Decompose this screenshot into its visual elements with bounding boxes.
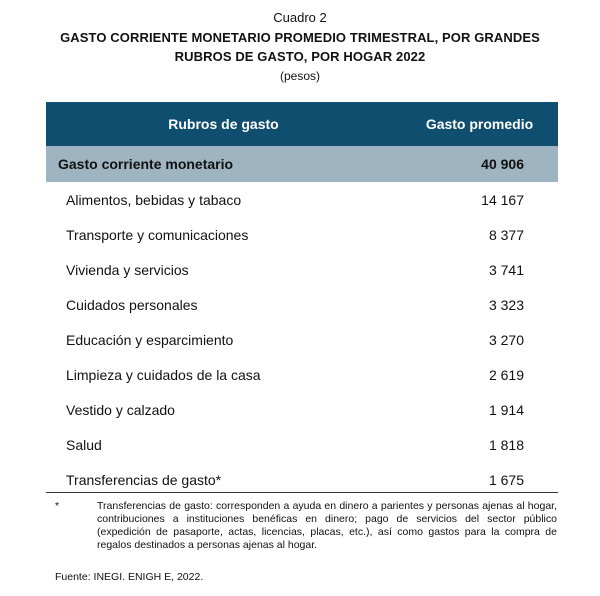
table-row bbox=[46, 287, 558, 322]
table-header bbox=[46, 102, 558, 146]
footnote-divider bbox=[46, 492, 558, 493]
row-label: Limpieza y cuidados de la casa bbox=[66, 366, 261, 383]
row-label: Alimentos, bebidas y tabaco bbox=[66, 191, 242, 208]
row-label: Educación y esparcimiento bbox=[66, 331, 234, 348]
row-value: 3 741 bbox=[488, 261, 524, 278]
row-label: Salud bbox=[66, 436, 102, 453]
row-value: 8 377 bbox=[488, 226, 524, 243]
table-row bbox=[46, 357, 558, 392]
table-row bbox=[46, 392, 558, 427]
footnote-marker: * bbox=[55, 500, 60, 512]
total-label: Gasto corriente monetario bbox=[58, 156, 234, 172]
row-value: 3 323 bbox=[488, 296, 524, 313]
footnote-text: Transferencias de gasto: corresponden a ayuda en dinero a parientes y personas ajenas al hogar, contribuciones a instituciones benéficas en dinero; pago de servicios del sector público (expedición de pasaporte, actas, licencias, placas, etc.), así como gastos para la compra de regalos destinados a personas ajenas al hogar. bbox=[97, 500, 557, 551]
row-value: 3 270 bbox=[488, 331, 524, 348]
row-label: Vestido y calzado bbox=[66, 401, 175, 418]
table-row bbox=[46, 252, 558, 287]
row-label: Transferencias de gasto* bbox=[66, 471, 222, 488]
row-label: Vivienda y servicios bbox=[66, 261, 189, 278]
row-value: 1 675 bbox=[488, 471, 524, 488]
row-label: Cuidados personales bbox=[66, 296, 198, 313]
table-title-line2: RUBROS DE GASTO, POR HOGAR 2022 bbox=[174, 49, 426, 64]
row-value: 2 619 bbox=[488, 366, 524, 383]
total-row bbox=[46, 146, 558, 182]
row-value: 1 914 bbox=[488, 401, 524, 418]
row-label: Transporte y comunicaciones bbox=[66, 226, 249, 243]
row-value: 1 818 bbox=[488, 436, 524, 453]
table-body bbox=[46, 182, 558, 497]
table-row bbox=[46, 182, 558, 217]
row-value: 14 167 bbox=[481, 191, 524, 208]
table-caption: Cuadro 2 bbox=[273, 10, 327, 25]
table-row bbox=[46, 217, 558, 252]
header-average: Gasto promedio bbox=[425, 116, 534, 132]
source-note: Fuente: INEGI. ENIGH E, 2022. bbox=[55, 571, 204, 583]
total-value: 40 906 bbox=[481, 156, 524, 172]
table-row bbox=[46, 322, 558, 357]
expenditure-table bbox=[46, 102, 558, 497]
table-row bbox=[46, 427, 558, 462]
table-title-line1: GASTO CORRIENTE MONETARIO PROMEDIO TRIMESTRAL, POR GRANDES bbox=[60, 30, 540, 45]
header-category: Rubros de gasto bbox=[168, 116, 279, 132]
table-units: (pesos) bbox=[279, 69, 320, 83]
